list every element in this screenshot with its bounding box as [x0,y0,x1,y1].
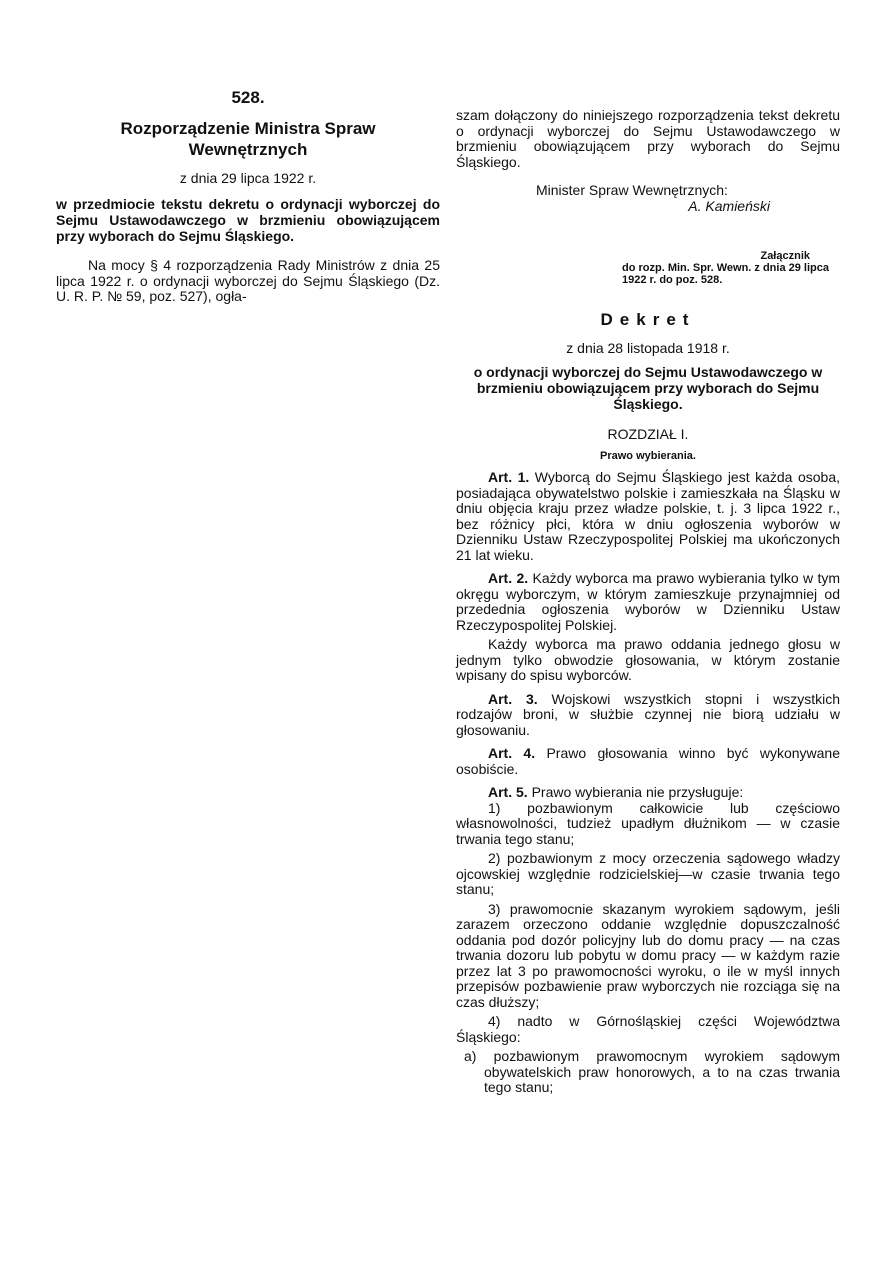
article-5-label: Art. 5. [488,784,528,800]
article-5-item-1: 1) pozbawionym całkowicie lub częściowo własnowolności, tudzież upadłym dłużnikom — w czasie trwania tego stanu; [456,799,840,847]
article-2-paragraph-2: Każdy wyborca ma prawo oddania jednego głosu w jednym tylko obwodzie głosowania, w którym zostanie wpisany do spisu wyborców. [456,636,840,683]
article-4-label: Art. 4. [488,745,536,761]
article-3 [456,692,840,739]
article-5-text: Prawo wybierania nie przysługuje: [531,784,744,800]
article-4 [456,746,840,777]
article-4-text: Prawo głosowania winno być wykonywane osobiście. [456,745,840,777]
article-5-item-3: 3) prawomocnie skazanym wyrokiem sądowym, jeśli zarazem orzeczono oddanie względnie dopuszczalność oddania pod dozór policyjny lub do domu pracy — na czas trwania dozoru lub pobytu w domu pracy — w każdym razie przez lat 3 po prawomocności wyroku, o ile w myśl innych przepisów pozbawienie praw wyborczych nie rozciąga się na czas dłuższy; [456,900,840,1010]
article-1-label: Art. 1. [488,469,530,485]
article-3-label: Art. 3. [488,690,538,707]
article-1-text: Wyborcą do Sejmu Śląskiego jest każda osoba, posiadająca obywatelstwo polskie i zamieszkała na Śląsku w dniu objęcia kraju przez władze polskie, t. j. 3 lipca 1922 r., bez różnicy płci, która w dniu ogłoszenia wyborów w Dzienniku Ustaw Rzeczypospolitej Polskiej ma ukończonych 21 lat wieku. [456,469,840,563]
article-5-item-2: 2) pozbawionym z mocy orzeczenia sądowego władzy ojcowskiej względnie rodzicielskiej—w czasie trwania tego stanu; [456,850,840,897]
article-5 [456,785,840,801]
article-5-item-4: 4) nadto w Górnośląskiej części Województwa Śląskiego: [456,1013,840,1045]
left-column [56,88,440,305]
minister-name: A. Kamieński [688,198,770,214]
article-1 [456,470,840,563]
right-column [456,108,840,1096]
article-2-text: Każdy wyborca ma prawo wybierania tylko w tym okręgu wyborczym, w którym zamieszkuje przynajmniej od przedednia ogłoszenia wyborów w Dzienniku Ustaw Rzeczypospolitej Polskiej. [456,570,840,633]
regulation-subject: w przedmiocie tekstu dekretu o ordynacji wyborczej do Sejmu Ustawodawczego w brzmieniu obowiązującem przy wyborach do Sejmu Śląskiego. [56,196,440,244]
regulation-body: Na mocy § 4 rozporządzenia Rady Ministrów z dnia 25 lipca 1922 r. o ordynacji wyborczej do Sejmu Śląskiego (Dz. U. R. P. № 59, poz. 527), ogła- [56,257,440,304]
article-2-label: Art. 2. [488,570,529,586]
decree-subject: o ordynacji wyborczej do Sejmu Ustawodawczego w brzmieniu obowiązującem przy wyborach do Sejmu Śląskiego. [473,364,823,412]
regulation-title: Rozporządzenie Ministra Spraw Wewnętrznych [120,119,376,159]
intro-text: szam dołączony do niniejszego rozporządzenia tekst dekretu o ordynacji wyborczej do Sejmu Ustawodawczego w brzmieniu obowiązującem przy wyborach do Sejmu Śląskiego. [456,107,840,170]
regulation-date: z dnia 29 lipca 1922 r. [179,170,317,186]
article-3-text: Wojskowi wszystkich stopni i wszystkich rodzajów broni, w służbie czynnej nie biorą udziału w głosowaniu. [456,690,841,738]
annex-title: Załącznik [760,250,810,262]
minister-title: Minister Spraw Wewnętrznych: [536,182,728,198]
chapter-title: Prawo wybierania. [600,450,696,462]
article-5-item-4a: a) pozbawionym prawomocnym wyrokiem sądowym obywatelskich praw honorowych, a to na czas trwania tego stanu; [464,1048,840,1095]
annex-note: do rozp. Min. Spr. Wewn. z dnia 29 lipca 1922 r. do poz. 528. [622,262,829,286]
decree-title: Dekret [600,310,696,329]
decree-date: z dnia 28 listopada 1918 r. [566,340,730,356]
document-number: 528. [231,88,265,107]
article-2 [456,571,840,633]
chapter-heading: ROZDZIAŁ I. [607,426,689,442]
